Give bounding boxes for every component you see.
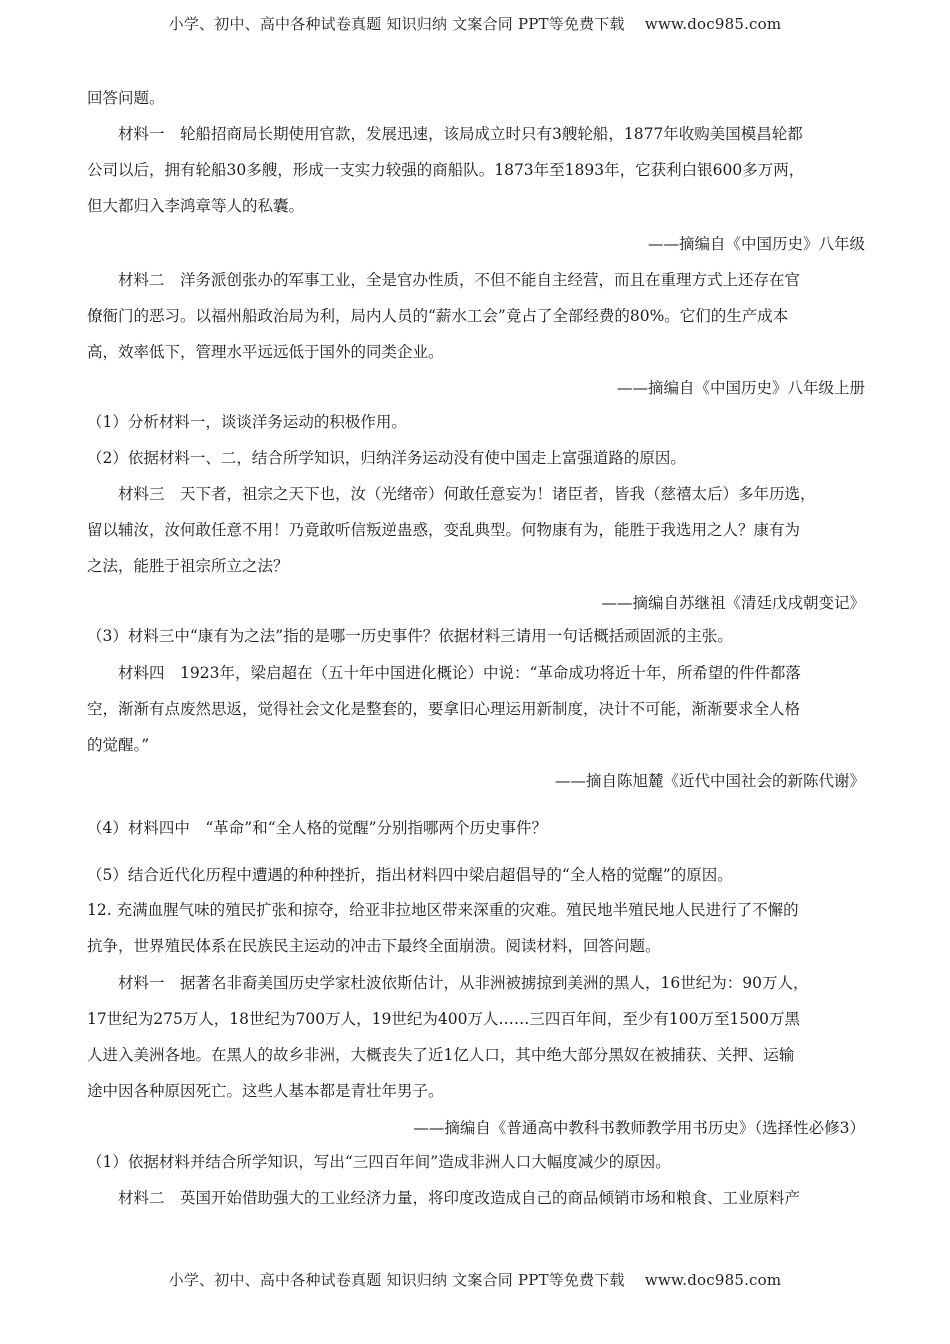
source-citation: ——摘编自《中国历史》八年级上册 — [616, 379, 865, 397]
material-paragraph: 材料一 轮船招商局长期使用官款，发展迅速，该局成立时只有3艘轮船，1877年收购美国模昌轮都 — [118, 125, 803, 143]
text-line: 人进入美洲各地。在黑人的故乡非洲，大概丧失了近1亿人口，其中绝大部分黑奴在被捕获、关押、运输 — [87, 1046, 795, 1064]
text-line: 回答问题。 — [87, 89, 165, 107]
question-item: （1）分析材料一，谈谈洋务运动的积极作用。 — [87, 413, 407, 431]
text-line: 僚衙门的恶习。以福州船政治局为利，局内人员的“薪水工会”竟占了全部经费的80%。它们的生产成本 — [87, 307, 789, 325]
material-paragraph: 材料二 洋务派创张办的军事工业，全是官办性质，不但不能自主经营，而且在重理方式上还存在官 — [118, 271, 801, 289]
material-paragraph: 材料四 1923年，梁启超在（五十年中国进化概论）中说：“革命成功将近十年，所希望的件件都落 — [118, 664, 801, 682]
source-citation: ——摘编自苏继祖《清廷戊戌朝变记》 — [601, 594, 865, 612]
source-citation: ——摘编自《中国历史》八年级 — [647, 235, 865, 253]
text-line: 留以辅汝，汝何敢任意不用！乃竟敢听信叛逆蛊惑，变乱典型。何物康有为，能胜于我选用之人？康有为 — [87, 521, 801, 539]
material-paragraph: 材料一 据著名非裔美国历史学家杜波依斯估计，从非洲被掳掠到美洲的黑人，16世纪为：90万人， — [118, 974, 809, 992]
text-line: 途中因各种原因死亡。这些人基本都是青壮年男子。 — [87, 1082, 444, 1100]
question-item: （3）材料三中“康有为之法”指的是哪一历史事件？依据材料三请用一句话概括顽固派的主张。 — [87, 627, 733, 645]
text-line: 高，效率低下，管理水平远远低于国外的同类企业。 — [87, 343, 444, 361]
question-item: （5）结合近代化历程中遭遇的种种挫折，指出材料四中梁启超倡导的“全人格的觉醒”的原因。 — [87, 866, 733, 884]
text-line: 的觉醒。” — [87, 736, 150, 754]
source-citation: ——摘编自《普通高中教科书教师教学用书历史》（选择性必修3） — [413, 1119, 865, 1137]
question-item: （4）材料四中 “革命”和“全人格的觉醒”分别指哪两个历史事件？ — [87, 819, 548, 837]
question-item: （2）依据材料一、二，结合所学知识，归纳洋务运动没有使中国走上富强道路的原因。 — [87, 449, 686, 467]
question-item: （1）依据材料并结合所学知识，写出“三四百年间”造成非洲人口大幅度减少的原因。 — [87, 1153, 671, 1171]
source-citation: ——摘自陈旭麓《近代中国社会的新陈代谢》 — [554, 772, 865, 790]
text-line: 17世纪为275万人，18世纪为700万人，19世纪为400万人……三四百年间，至少有100万至1500万黑 — [87, 1010, 800, 1028]
page-footer: 小学、初中、高中各种试卷真题 知识归纳 文案合同 PPT等免费下载 www.doc985.com — [168, 1271, 782, 1289]
text-line: 但大都归入李鸿章等人的私囊。 — [87, 197, 305, 215]
question-heading: 12. 充满血腥气味的殖民扩张和掠夺，给亚非拉地区带来深重的灾难。殖民地半殖民地人民进行了不懈的 — [87, 901, 799, 919]
text-line: 空，渐渐有点废然思返，觉得社会文化是整套的，要拿旧心理运用新制度，决计不可能，渐渐要求全人格 — [87, 700, 801, 718]
material-paragraph: 材料三 天下者，祖宗之天下也，汝（光绪帝）何敢任意妄为！诸臣者，皆我（慈禧太后）多年历选， — [118, 485, 816, 503]
page-header: 小学、初中、高中各种试卷真题 知识归纳 文案合同 PPT等免费下载 www.doc985.com — [168, 15, 782, 33]
text-line: 抗争，世界殖民体系在民族民主运动的冲击下最终全面崩溃。阅读材料，回答问题。 — [87, 937, 661, 955]
material-paragraph: 材料二 英国开始借助强大的工业经济力量，将印度改造成自己的商品倾销市场和粮食、工业原料产 — [118, 1189, 801, 1207]
text-line: 之法，能胜于祖宗所立之法？ — [87, 557, 289, 575]
text-line: 公司以后，拥有轮船30多艘，形成一支实力较强的商船队。1873年至1893年，它获利白银600多万两， — [87, 161, 805, 179]
